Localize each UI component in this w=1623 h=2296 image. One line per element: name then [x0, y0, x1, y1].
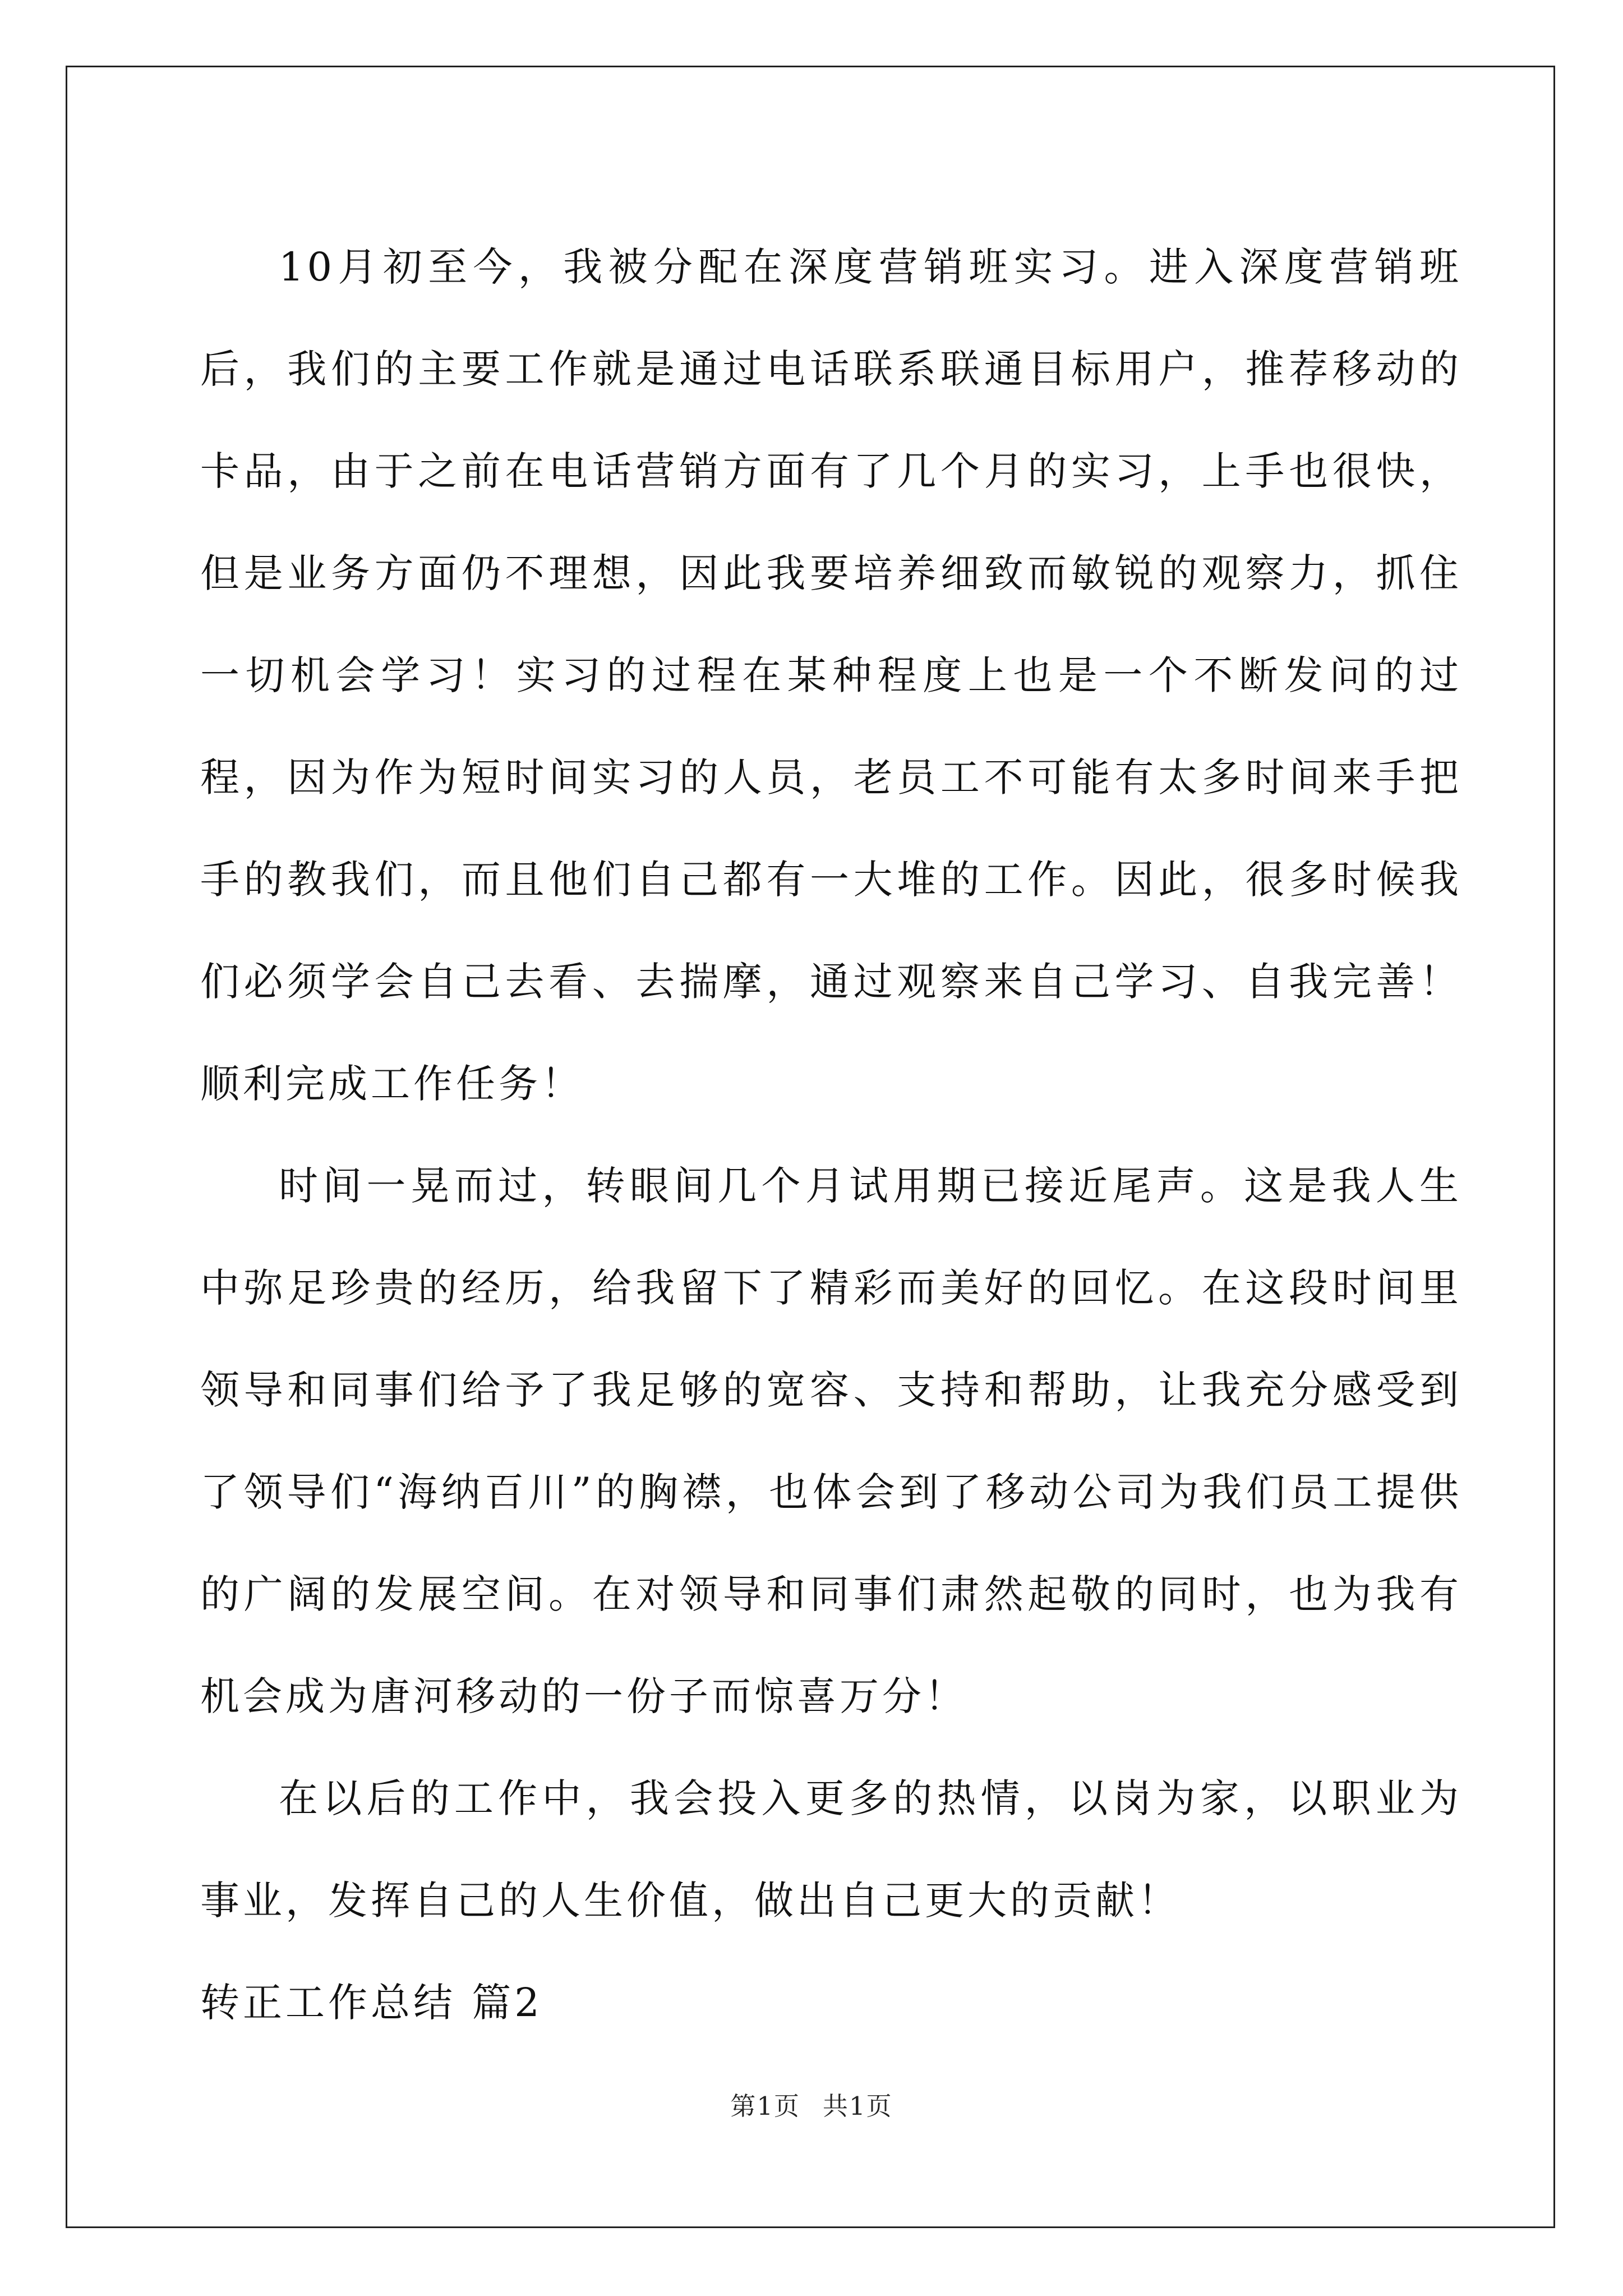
page-total: 共1页 [823, 2091, 893, 2121]
page-footer [0, 2086, 1623, 2122]
section-heading: 转正工作总结 篇2 [200, 1980, 543, 2026]
paragraph-2: 时间一晃而过，转眼间几个月试用期已接近尾声。这是我人生中弥足珍贵的经历，给我留下了精彩而美好的回忆。在这段时间里领导和同事们给予了我足够的宽容、支持和帮助，让我充分感受到了领导们“海纳百川”的胸襟，也体会到了移动公司为我们员工提供的广阔的发展空间。在对领导和同事们肃然起敬的同时，也为我有机会成为唐河移动的一份子而惊喜万分！ [200, 1163, 1462, 1719]
page-number: 第1页 [730, 2091, 800, 2121]
paragraph-3: 在以后的工作中，我会投入更多的热情，以岗为家，以职业为事业，发挥自己的人生价值，做出自己更大的贡献！ [200, 1775, 1462, 1924]
document-body [200, 216, 1462, 2054]
paragraph-1: 10月初至今，我被分配在深度营销班实习。进入深度营销班后，我们的主要工作就是通过电话联系联通目标用户，推荐移动的卡品，由于之前在电话营销方面有了几个月的实习，上手也很快，但是业务方面仍不理想，因此我要培养细致而敏锐的观察力，抓住一切机会学习！实习的过程在某种程度上也是一个不断发问的过程，因为作为短时间实习的人员，老员工不可能有太多时间来手把手的教我们，而且他们自己都有一大堆的工作。因此，很多时候我们必须学会自己去看、去揣摩，通过观察来自己学习、自我完善！顺利完成工作任务！ [200, 244, 1462, 1107]
